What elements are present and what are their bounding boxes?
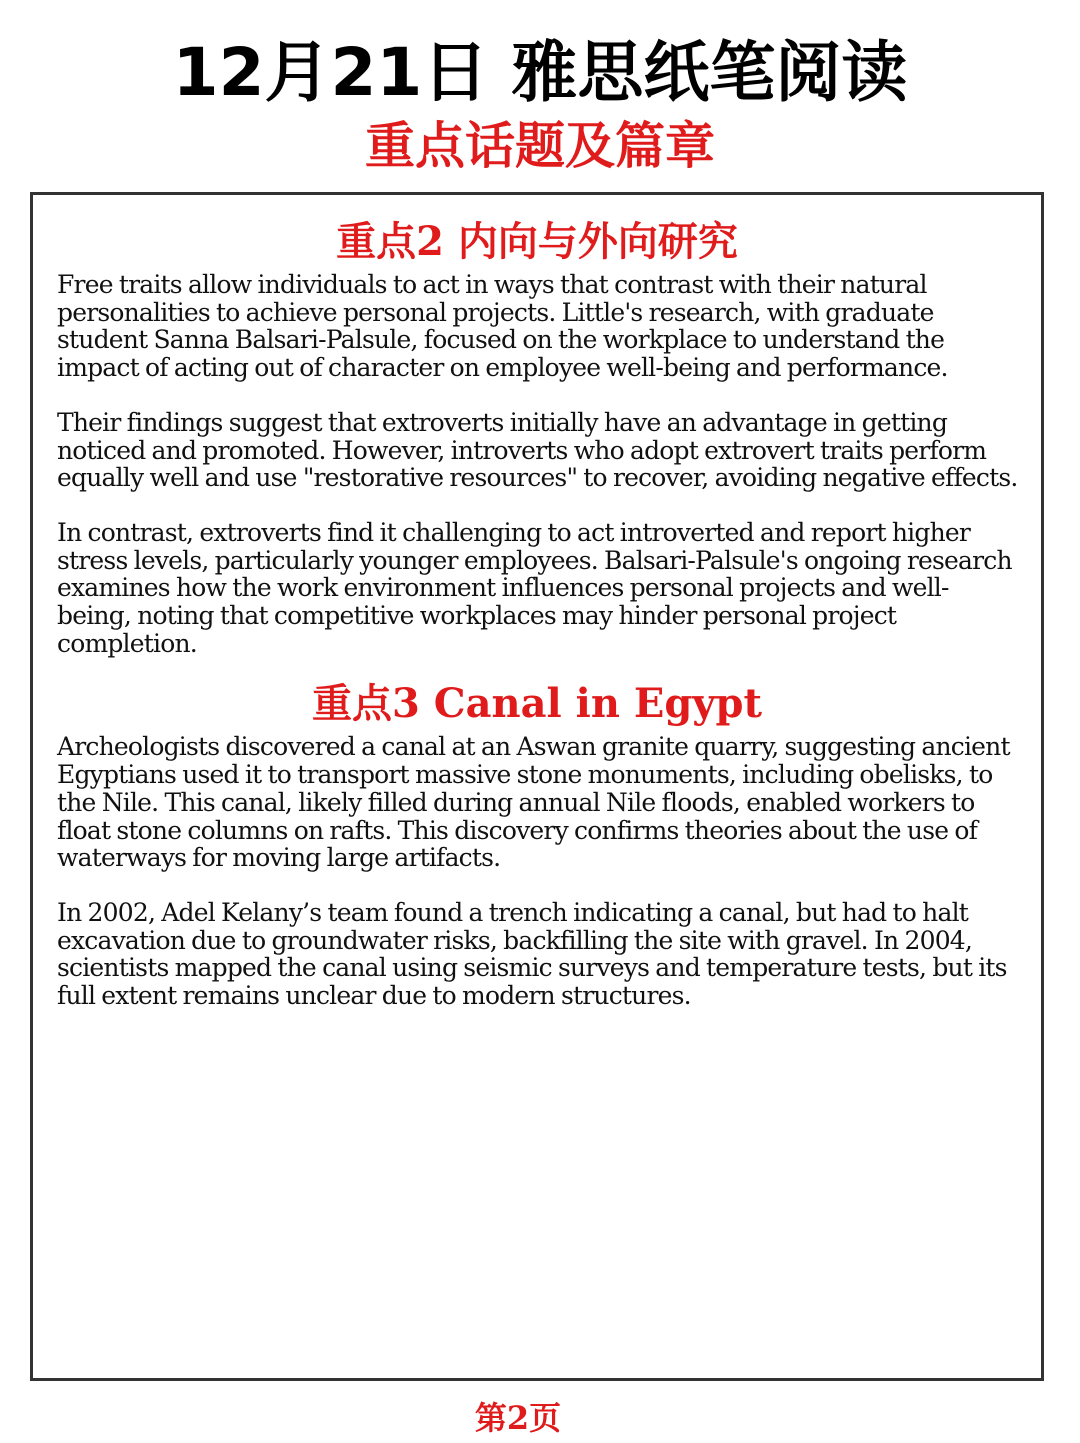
content-frame [30, 192, 1044, 1381]
paragraph: Their findings suggest that extroverts initially have an advantage in getting noticed and promoted. However, introverts who adopt extrovert traits perform equally well and use "restorative resources" to recover, avoiding negative effects. [57, 407, 1018, 493]
paragraph: Free traits allow individuals to act in ways that contrast with their natural personalities to achieve personal projects. Little's research, with graduate student Sanna Balsari-Palsule, focused on the workplace to understand the impact of acting out of character on employee well-being and performance. [57, 270, 948, 383]
section-heading-canal: 重点3 Canal in Egypt [312, 680, 762, 728]
section-heading-introversion: 重点2 内向与外向研究 [336, 218, 738, 265]
page-number: 第2页 [474, 1399, 562, 1437]
page-subtitle: 重点话题及篇章 [365, 116, 715, 175]
paragraph: In 2002, Adel Kelany’s team found a trench indicating a canal, but had to halt excavation due to groundwater risks, backfilling the site with gravel. In 2004, scientists mapped the canal using seismic surveys and temperature tests, but its full extent remains unclear due to modern structures. [57, 897, 1007, 1011]
page-title: 12月21日 雅思纸笔阅读 [172, 34, 908, 111]
paragraph: Archeologists discovered a canal at an Aswan granite quarry, suggesting ancient Egyptians used it to transport massive stone monuments, including obelisks, to the Nile. This canal, likely filled during annual Nile floods, enabled workers to float stone columns on rafts. This discovery confirms theories about the use of waterways for moving large artifacts. [57, 732, 1010, 873]
paragraph: In contrast, extroverts find it challenging to act introverted and report higher stress levels, particularly younger employees. Balsari-Palsule's ongoing research examines how the work environment influences personal projects and well-being, noting that competitive workplaces may hinder personal project completion. [57, 517, 1012, 658]
